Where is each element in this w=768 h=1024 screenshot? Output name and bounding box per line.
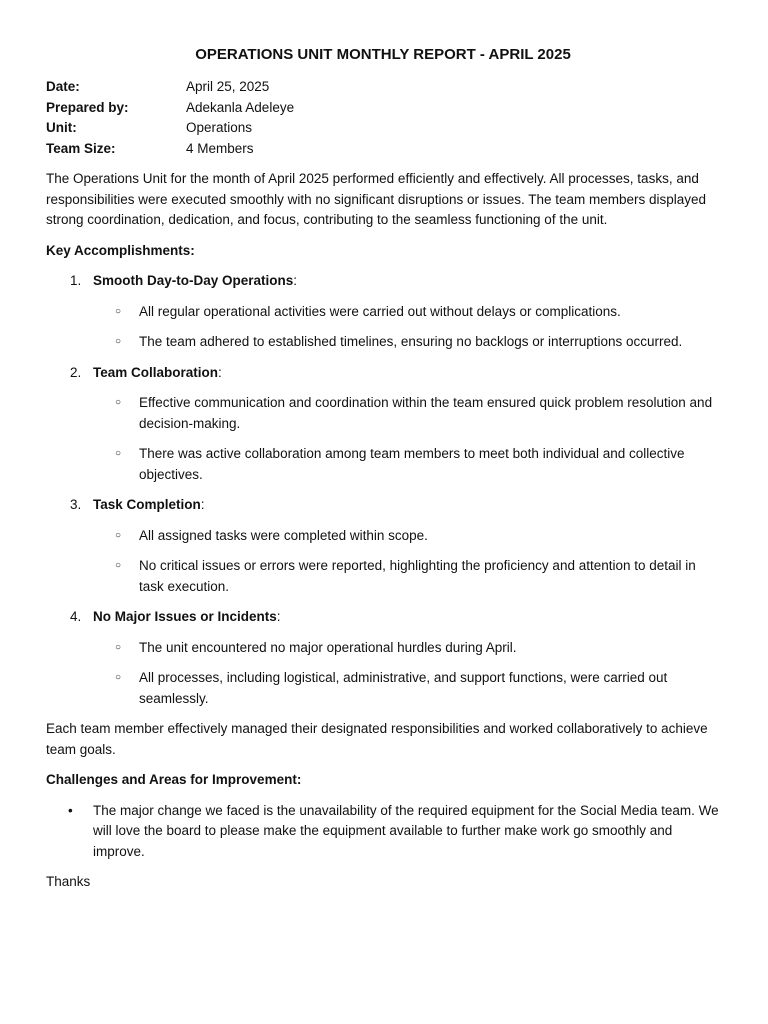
list-item [93,393,720,434]
meta-value: Adekanla Adeleye [186,99,295,115]
closing-text: Thanks [46,874,91,890]
list-item [93,332,720,353]
list-item-text: The team adhered to established timelines, ensuring no backlogs or interruptions occurred. [139,334,683,350]
list-item [93,556,720,597]
accomplishment-item [46,607,720,709]
meta-value: April 25, 2025 [186,79,270,94]
hollow-bullet-icon: ○ [115,305,122,317]
accomplishment-title: Task Completion [93,497,201,513]
meta-row-unit [46,118,720,139]
summary-paragraph: Each team member effectively managed their designated responsibilities and worked collaboratively to achieve team goals. [46,721,708,757]
list-item [93,302,720,323]
accomplishment-title: Team Collaboration [93,364,219,380]
meta-label: Date: [46,79,80,94]
hollow-bullet-icon: ○ [115,448,122,460]
list-item [93,444,720,485]
title-suffix: : [276,609,281,625]
list-item-text: All assigned tasks were completed within scope. [139,527,428,543]
meta-row-prepared-by [46,98,720,119]
accomplishment-title: Smooth Day-to-Day Operations [93,273,294,289]
hollow-bullet-icon: ○ [115,529,122,541]
meta-row-date [46,77,720,98]
accomplishment-item [46,495,720,597]
hollow-bullet-icon: ○ [115,336,122,348]
list-item [93,638,720,659]
challenges-list [46,801,720,863]
title-suffix: : [200,497,205,513]
accomplishment-title: No Major Issues or Incidents [93,609,277,625]
accomplishments-heading: Key Accomplishments: [46,242,195,258]
list-item-text: All regular operational activities were carried out without delays or complications. [139,303,621,319]
accomplishment-details [93,302,720,353]
hollow-bullet-icon: ○ [115,641,122,653]
accomplishment-details [93,393,720,485]
meta-label: Unit: [46,120,77,136]
accomplishment-details [93,638,720,710]
list-number: 3. [70,497,82,513]
accomplishment-item [46,363,720,486]
accomplishment-item [46,271,720,353]
accomplishments-list [46,271,720,709]
meta-row-team-size [46,139,720,160]
list-number: 2. [70,364,82,380]
list-number: 1. [70,273,82,289]
hollow-bullet-icon: ○ [115,672,122,684]
list-item [93,526,720,547]
list-item [46,801,720,863]
list-item-text: The unit encountered no major operational hurdles during April. [139,639,517,655]
meta-value: 4 Members [186,140,254,156]
title-suffix: : [293,273,298,289]
list-item-text: The major change we faced is the unavailability of the required equipment for the Social Media team. We will love the board to please make the equipment available to further make work go smoothly and improve. [93,802,719,859]
bullet-icon: • [68,802,73,818]
hollow-bullet-icon: ○ [115,560,122,572]
report-title: OPERATIONS UNIT MONTHLY REPORT - APRIL 2025 [195,46,571,63]
list-number: 4. [70,609,82,625]
accomplishment-details [93,526,720,598]
meta-value: Operations [186,120,253,136]
list-item-text: There was active collaboration among team members to meet both individual and collective objectives. [139,446,685,482]
list-item [93,668,720,709]
title-suffix: : [218,364,222,380]
list-item-text: No critical issues or errors were reported, highlighting the proficiency and attention to detail in task execution. [139,558,696,594]
meta-label: Team Size: [46,140,116,156]
hollow-bullet-icon: ○ [115,397,122,409]
meta-label: Prepared by: [46,99,129,115]
list-item-text: All processes, including logistical, administrative, and support functions, were carried out seamlessly. [139,670,668,706]
list-item-text: Effective communication and coordination within the team ensured quick problem resolution and decision-making. [139,395,713,431]
challenges-heading: Challenges and Areas for Improvement: [46,772,302,788]
intro-paragraph: The Operations Unit for the month of April 2025 performed efficiently and effectively. All processes, tasks, and responsibilities were executed smoothly with no significant disruptions or issues. The team members displayed strong coordination, dedication, and focus, contributing to the seamless functioning of the unit. [46,171,707,228]
report-meta [46,77,720,159]
